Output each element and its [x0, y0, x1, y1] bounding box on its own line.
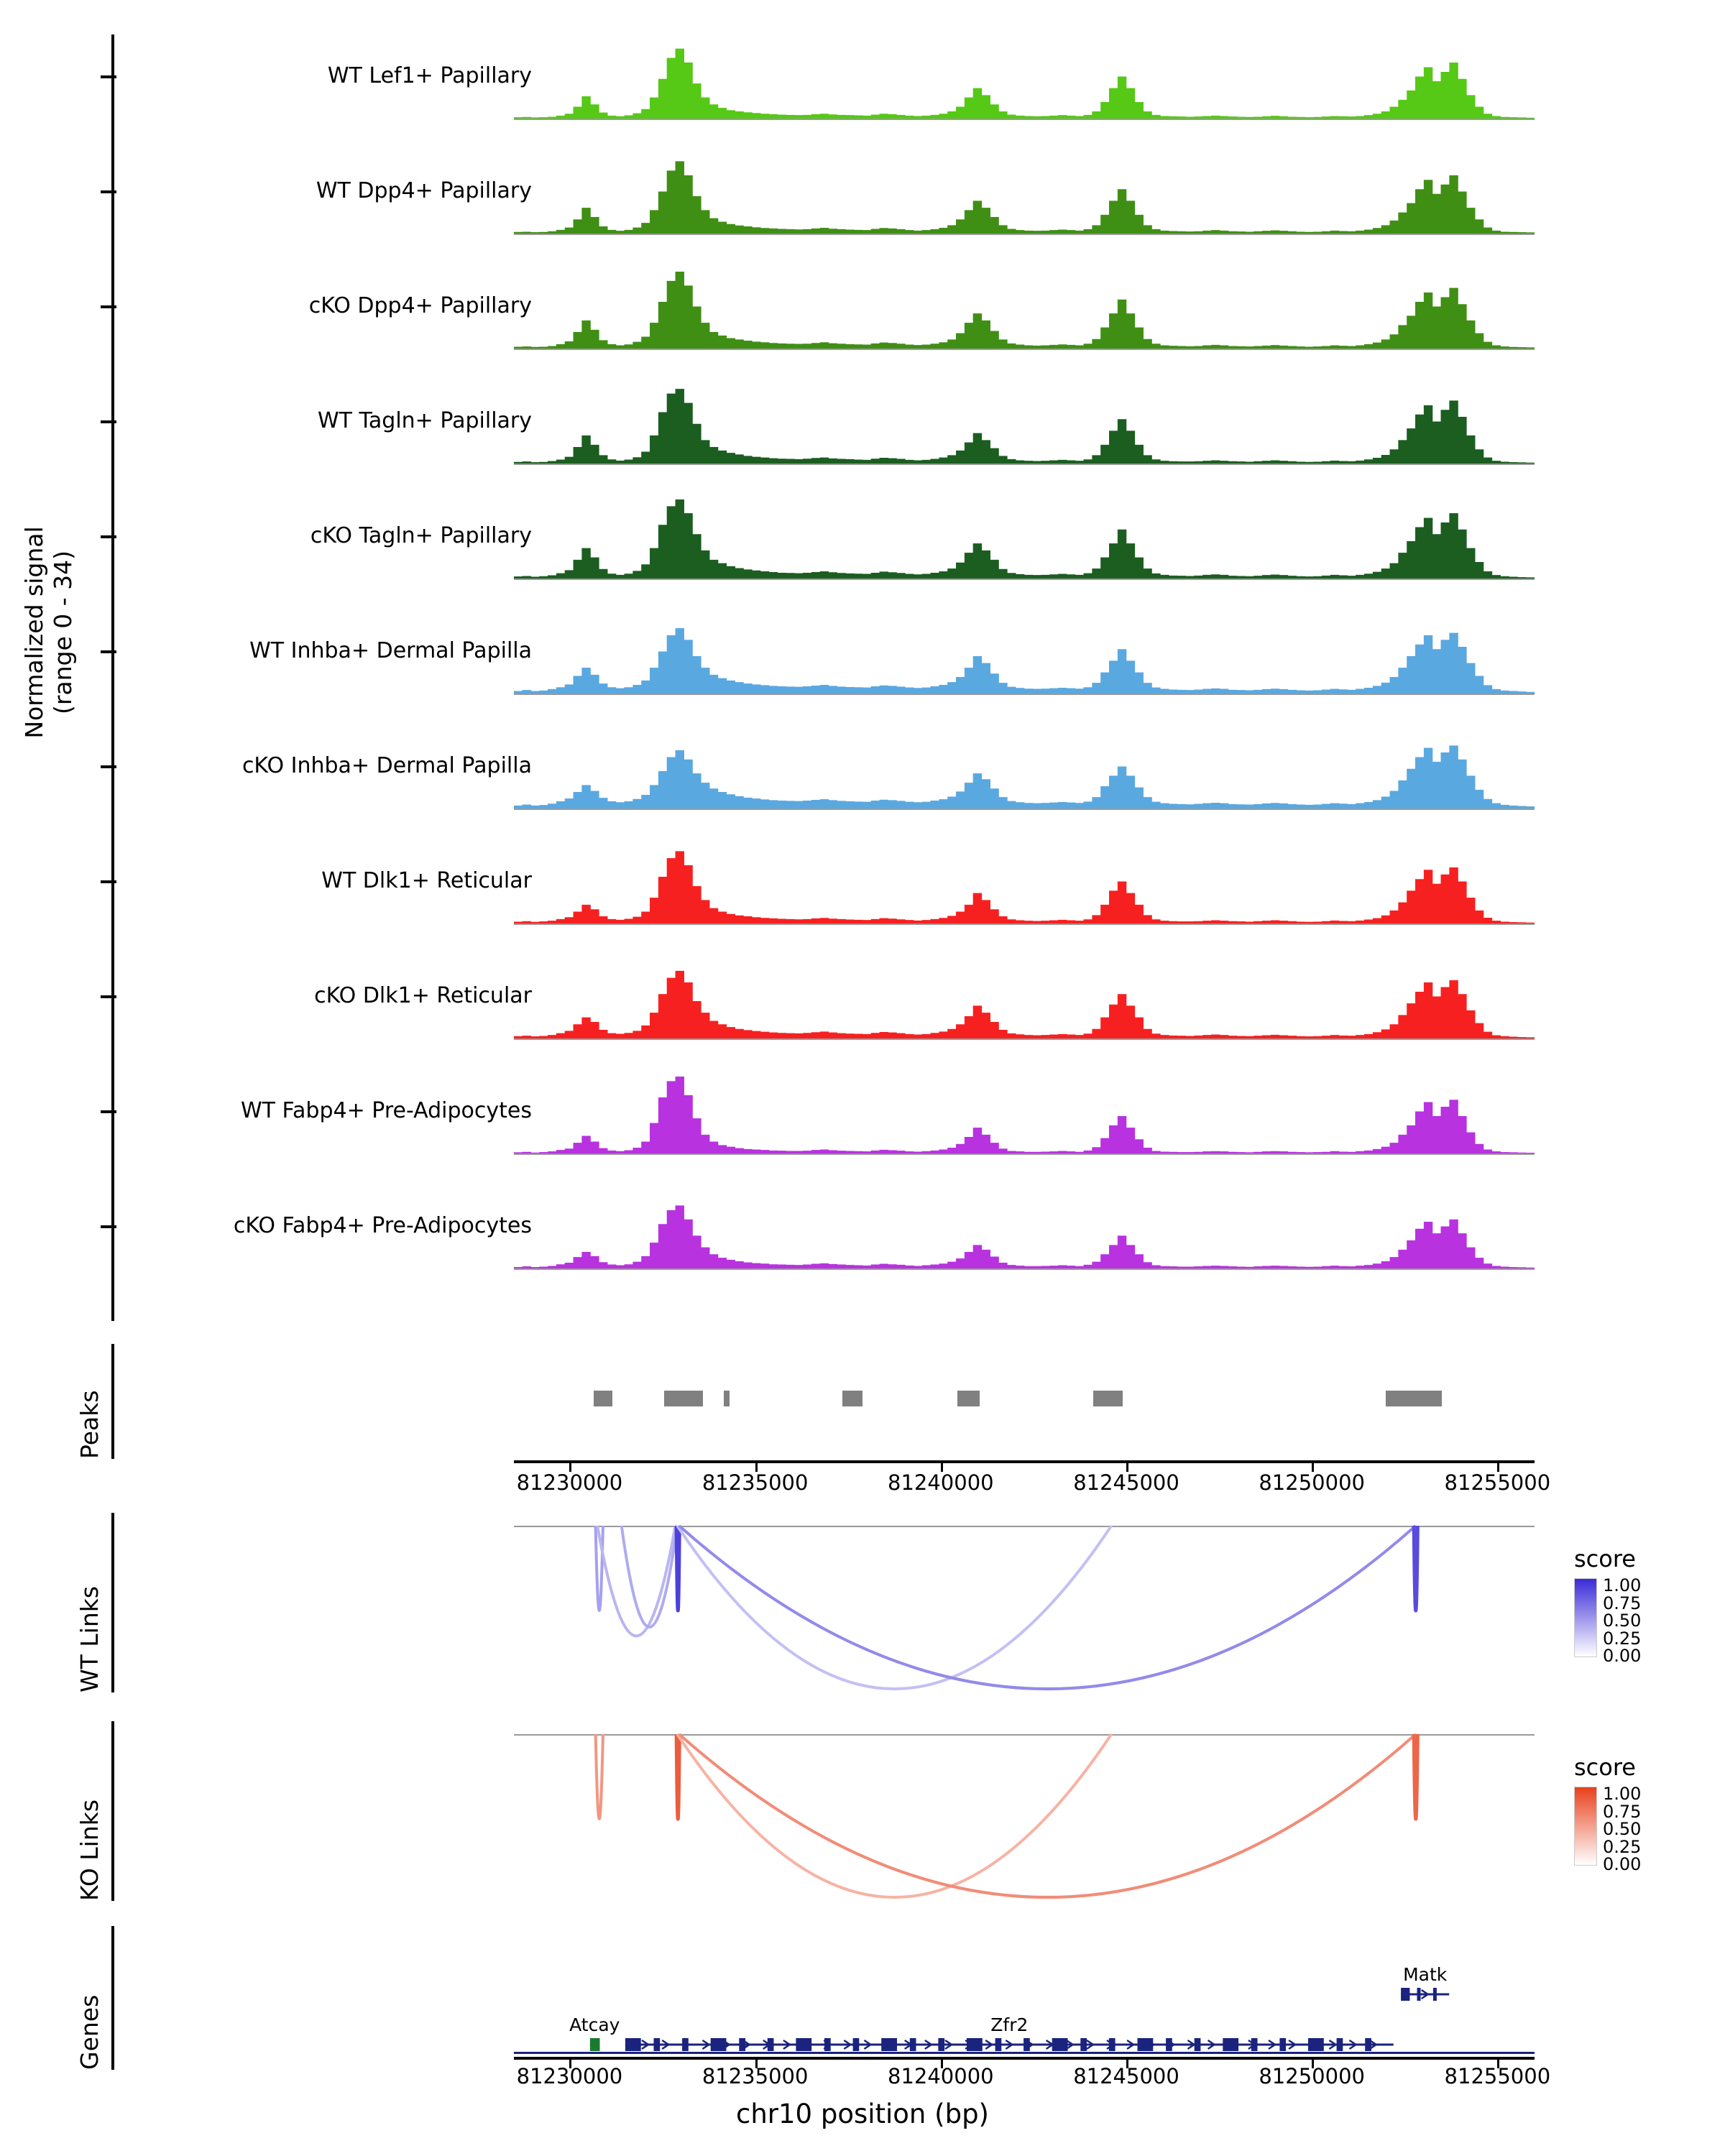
- track-baseline: [514, 349, 1535, 350]
- peak-block: [664, 1391, 703, 1406]
- x-axis-tick-label: 81245000: [1073, 2064, 1179, 2088]
- y-axis-label-line2: (range 0 - 34): [49, 550, 77, 715]
- x-axis-tick-label: 81230000: [516, 1470, 623, 1495]
- ko-legend-title: score: [1574, 1754, 1636, 1781]
- wt-links-score-legend: [1574, 1545, 1725, 1666]
- peak-block: [1093, 1391, 1123, 1406]
- signal-axis-rule: [111, 34, 114, 1321]
- ko-legend-ticks: [1603, 1784, 1642, 1874]
- track-baseline: [514, 119, 1535, 120]
- x-axis-tick-label: 81250000: [1259, 2064, 1365, 2088]
- wt-legend-colorbar: [1574, 1578, 1597, 1657]
- track-label: WT Tagln+ Papillary: [318, 408, 532, 433]
- track-label: cKO Fabp4+ Pre-Adipocytes: [233, 1213, 532, 1238]
- track-label: WT Lef1+ Papillary: [327, 63, 532, 88]
- x-axis-tick-label: 81255000: [1444, 2064, 1551, 2088]
- signal-axis-tick: [101, 1110, 116, 1113]
- signal-axis-tick: [101, 1225, 116, 1228]
- peaks-panel-label: Peaks: [75, 1390, 104, 1459]
- track-label: cKO Dpp4+ Papillary: [308, 293, 532, 318]
- x-axis-tick-label: 81255000: [1444, 1470, 1551, 1495]
- signal-axis-tick: [101, 535, 116, 538]
- track-baseline: [514, 579, 1535, 580]
- ko-legend-tick: 0.75: [1603, 1801, 1642, 1822]
- signal-axis-tick: [101, 880, 116, 883]
- ko-legend-colorbar: [1574, 1787, 1597, 1866]
- signal-axis-tick: [101, 75, 116, 78]
- ko-links-arcs: [514, 1725, 1535, 1901]
- genes-axis-rule: [111, 1926, 114, 2070]
- ko-legend-tick: 0.00: [1603, 1854, 1642, 1874]
- signal-axis-tick: [101, 995, 116, 998]
- wt-legend-title: score: [1574, 1545, 1636, 1572]
- wt-legend-ticks: [1603, 1575, 1642, 1666]
- signal-axis-tick: [101, 650, 116, 653]
- track-signal-area: [514, 155, 1535, 234]
- gene-label: Matk: [1403, 1964, 1448, 1985]
- gene-track-genome-line: [514, 2052, 1535, 2054]
- ko-links-score-legend: [1574, 1754, 1725, 1874]
- ko-legend-tick: 0.25: [1603, 1836, 1642, 1857]
- track-label: cKO Tagln+ Papillary: [310, 523, 532, 548]
- track-baseline: [514, 1153, 1535, 1155]
- x-axis-tick-label: 81240000: [888, 2064, 994, 2088]
- x-axis-line: [514, 2057, 1535, 2060]
- peak-block: [594, 1391, 612, 1406]
- ko-links-panel-label: KO Links: [75, 1799, 104, 1901]
- wt-legend-tick: 0.00: [1603, 1646, 1642, 1666]
- y-axis-label-line1: Normalized signal: [20, 526, 48, 739]
- x-axis-tick-label: 81235000: [702, 2064, 809, 2088]
- track-signal-area: [514, 270, 1535, 349]
- signal-axis-tick: [101, 305, 116, 308]
- wt-legend-tick: 0.25: [1603, 1628, 1642, 1649]
- track-label: cKO Inhba+ Dermal Papilla: [242, 753, 532, 778]
- peaks-axis-rule: [111, 1344, 114, 1459]
- track-label: cKO Dlk1+ Reticular: [314, 983, 532, 1008]
- signal-axis-tick: [101, 190, 116, 193]
- peak-block: [1386, 1391, 1441, 1406]
- signal-axis-tick: [101, 420, 116, 423]
- wt-legend-tick: 0.50: [1603, 1611, 1642, 1631]
- track-signal-area: [514, 844, 1535, 923]
- track-signal-area: [514, 499, 1535, 579]
- track-signal-area: [514, 959, 1535, 1038]
- x-axis-tick-label: 81245000: [1073, 1470, 1179, 1495]
- track-baseline: [514, 923, 1535, 925]
- wt-legend-tick: 1.00: [1603, 1575, 1642, 1595]
- track-signal-area: [514, 40, 1535, 119]
- track-label: WT Fabp4+ Pre-Adipocytes: [241, 1098, 532, 1123]
- track-label: WT Inhba+ Dermal Papilla: [249, 638, 532, 663]
- x-axis-tick-label: 81235000: [702, 1470, 809, 1495]
- track-signal-area: [514, 614, 1535, 694]
- track-baseline: [514, 1268, 1535, 1270]
- track-signal-area: [514, 1189, 1535, 1268]
- track-signal-area: [514, 384, 1535, 464]
- peak-block: [724, 1391, 730, 1406]
- track-baseline: [514, 694, 1535, 695]
- signal-axis-tick: [101, 765, 116, 768]
- gene-models: [514, 1926, 1535, 2070]
- x-axis-tick-label: 81250000: [1259, 1470, 1365, 1495]
- ko-legend-tick: 1.00: [1603, 1784, 1642, 1804]
- track-signal-area: [514, 729, 1535, 808]
- x-axis-tick-label: 81240000: [888, 1470, 994, 1495]
- peak-block: [957, 1391, 980, 1406]
- track-label: WT Dlk1+ Reticular: [321, 868, 532, 893]
- y-axis-label: [20, 446, 78, 819]
- track-baseline: [514, 1038, 1535, 1040]
- ko-links-axis-rule: [111, 1721, 114, 1901]
- wt-links-axis-rule: [111, 1513, 114, 1692]
- wt-legend-tick: 0.75: [1603, 1593, 1642, 1613]
- gene-label: Zfr2: [990, 2014, 1029, 2035]
- track-baseline: [514, 234, 1535, 235]
- wt-links-panel-label: WT Links: [75, 1585, 104, 1692]
- gene-label: Atcay: [569, 2014, 620, 2035]
- peak-block: [842, 1391, 862, 1406]
- x-axis-line: [514, 1460, 1535, 1463]
- x-axis-tick-label: 81230000: [516, 2064, 623, 2088]
- track-label: WT Dpp4+ Papillary: [316, 178, 532, 203]
- wt-links-arcs: [514, 1516, 1535, 1692]
- x-axis-title: chr10 position (bp): [735, 2099, 989, 2129]
- track-baseline: [514, 808, 1535, 810]
- track-baseline: [514, 464, 1535, 465]
- track-signal-area: [514, 1074, 1535, 1153]
- ko-legend-tick: 0.50: [1603, 1819, 1642, 1839]
- genes-panel-label: Genes: [75, 1994, 104, 2070]
